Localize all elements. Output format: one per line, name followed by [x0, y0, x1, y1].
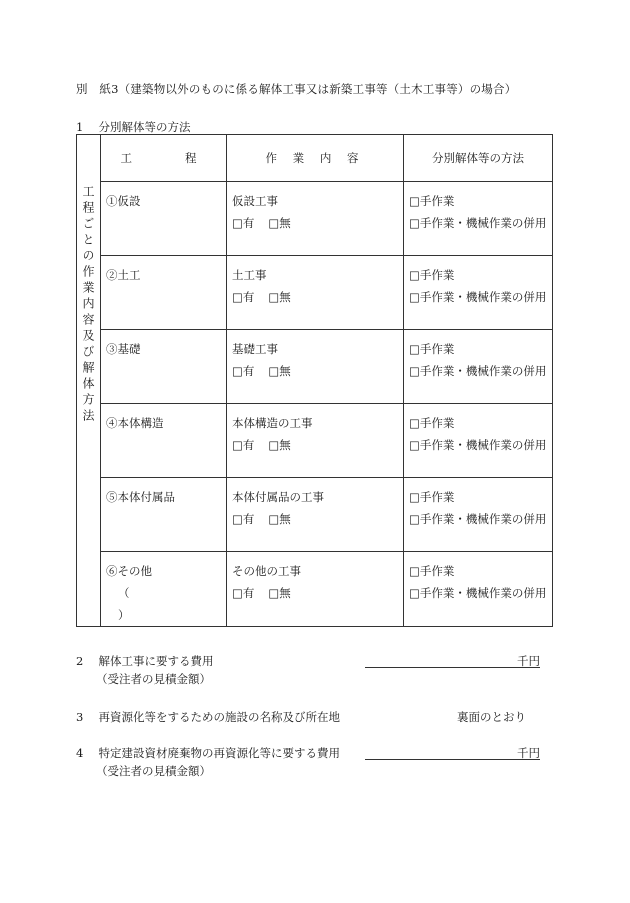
header-process: 工 程: [101, 135, 227, 182]
work-name: 土工事: [232, 268, 267, 282]
section-2-label: 解体工事に要する費用: [98, 654, 214, 668]
checkbox-no[interactable]: □無: [268, 290, 291, 304]
checkbox-manual-machine[interactable]: □手作業・機械作業の併用: [409, 290, 547, 304]
checkbox-manual[interactable]: □手作業: [409, 194, 455, 208]
section-1-number: 1: [76, 120, 84, 134]
checkbox-no[interactable]: □無: [268, 586, 291, 600]
table-row: [77, 330, 553, 404]
process-name: ⑤本体付属品: [106, 490, 175, 504]
header-method: 分別解体等の方法: [404, 135, 553, 182]
section-3-value: 裏面のとおり: [457, 710, 526, 724]
cost-input-field[interactable]: [365, 651, 540, 668]
checkbox-manual[interactable]: □手作業: [409, 342, 455, 356]
section-1-heading: [76, 119, 190, 135]
checkbox-no[interactable]: □無: [268, 512, 291, 526]
table-row: [77, 404, 553, 478]
section-2-heading: [76, 653, 213, 669]
checkbox-no[interactable]: □無: [268, 438, 291, 452]
checkbox-manual[interactable]: □手作業: [409, 268, 455, 282]
section-1-label: 分別解体等の方法: [98, 120, 191, 134]
work-name: 本体構造の工事: [232, 416, 313, 430]
work-name: 本体付属品の工事: [232, 490, 324, 504]
work-name: 仮設工事: [232, 194, 278, 208]
section-3-heading: [76, 709, 340, 725]
document-title: 別 紙3（建築物以外のものに係る解体工事又は新築工事等（土木工事等）の場合）: [76, 82, 517, 96]
section-4-number: 4: [76, 746, 84, 760]
checkbox-manual-machine[interactable]: □手作業・機械作業の併用: [409, 364, 547, 378]
checkbox-manual[interactable]: □手作業: [409, 490, 455, 504]
recycling-cost-input-field[interactable]: [365, 743, 540, 760]
checkbox-no[interactable]: □無: [268, 216, 291, 230]
process-name: ④本体構造: [106, 416, 164, 430]
demolition-method-table: [76, 134, 553, 627]
section-2-sub: （受注者の見積金額）: [96, 672, 211, 686]
other-paren-open: （: [118, 586, 130, 600]
process-name: ②土工: [106, 268, 141, 282]
process-name: ①仮設: [106, 194, 141, 208]
checkbox-yes[interactable]: □有: [232, 512, 255, 526]
section-4-unit: 千円: [517, 746, 540, 760]
checkbox-yes[interactable]: □有: [232, 438, 255, 452]
checkbox-manual-machine[interactable]: □手作業・機械作業の併用: [409, 586, 547, 600]
section-3-number: 3: [76, 710, 84, 724]
checkbox-manual[interactable]: □手作業: [409, 564, 455, 578]
checkbox-yes[interactable]: □有: [232, 290, 255, 304]
other-paren-close: ）: [118, 608, 130, 622]
checkbox-yes[interactable]: □有: [232, 364, 255, 378]
table-row: [77, 552, 553, 627]
section-4-label: 特定建設資材廃棄物の再資源化等に要する費用: [98, 746, 340, 760]
table-row: [77, 256, 553, 330]
table-row: [77, 182, 553, 256]
checkbox-manual[interactable]: □手作業: [409, 416, 455, 430]
section-3-label: 再資源化等をするための施設の名称及び所在地: [98, 710, 340, 724]
checkbox-yes[interactable]: □有: [232, 586, 255, 600]
checkbox-manual-machine[interactable]: □手作業・機械作業の併用: [409, 438, 547, 452]
section-2-number: 2: [76, 654, 84, 668]
work-name: 基礎工事: [232, 342, 278, 356]
work-name: その他の工事: [232, 564, 301, 578]
section-2-unit: 千円: [517, 654, 540, 668]
process-name: ⑥その他: [106, 564, 152, 578]
checkbox-no[interactable]: □無: [268, 364, 291, 378]
table-row: [77, 478, 553, 552]
side-label-cell: [77, 135, 101, 627]
section-4-heading: [76, 745, 340, 761]
side-label: 工程ごとの作業内容及び解体方法: [81, 185, 95, 425]
header-work: 作 業 内 容: [227, 135, 404, 182]
checkbox-manual-machine[interactable]: □手作業・機械作業の併用: [409, 512, 547, 526]
checkbox-manual-machine[interactable]: □手作業・機械作業の併用: [409, 216, 547, 230]
section-4-sub: （受注者の見積金額）: [96, 764, 211, 778]
checkbox-yes[interactable]: □有: [232, 216, 255, 230]
process-name: ③基礎: [106, 342, 141, 356]
